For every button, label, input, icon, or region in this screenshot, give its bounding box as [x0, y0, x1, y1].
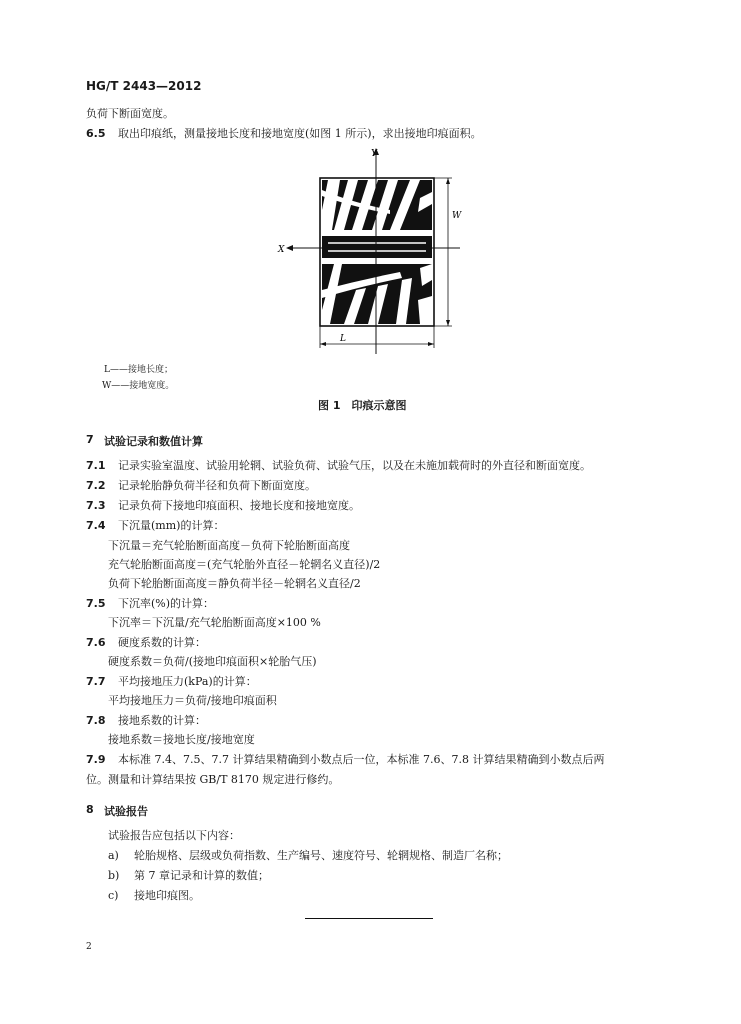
clause-7-9-text: 本标准 7.4、7.5、7.7 计算结果精确到小数点后一位，本标准 7.6、7.8 计算结果精确到小数点后两 [118, 753, 605, 766]
clause-7-9-number: 7.9 [86, 753, 106, 766]
w-label: W [452, 211, 462, 221]
legend-l: L——接地长度； [104, 365, 173, 375]
clause-7-5-text: 下沉率(%)的计算： [118, 597, 215, 610]
y-axis-label: Y [371, 149, 377, 159]
formula-7-8: 接地系数＝接地长度/接地宽度 [108, 733, 255, 746]
clause-7-5-number: 7.5 [86, 597, 106, 610]
tread-top [322, 180, 432, 230]
clause-7-6-number: 7.6 [86, 636, 106, 649]
end-rule [305, 918, 433, 919]
formula-7-6: 硬度系数＝负荷/(接地印痕面积×轮胎气压) [108, 655, 317, 668]
tread-center-rib [322, 236, 432, 258]
section-7-title: 试验记录和数值计算 [104, 435, 203, 448]
footprint-figure [270, 140, 470, 360]
clause-7-9-continued: 位。测量和计算结果按 GB/T 8170 规定进行修约。 [86, 773, 340, 786]
clause-7-4-text: 下沉量(mm)的计算： [118, 519, 225, 532]
report-item-c-text: 接地印痕图。 [134, 889, 200, 902]
clause-7-4-number: 7.4 [86, 519, 106, 532]
section-8-number: 8 [86, 803, 94, 816]
clause-7-7-number: 7.7 [86, 675, 106, 688]
report-item-b-label: b) [108, 869, 120, 882]
clause-7-3-text: 记录负荷下接地印痕面积、接地长度和接地宽度。 [118, 499, 360, 512]
clause-7-2-text: 记录轮胎静负荷半径和负荷下断面宽度。 [118, 479, 316, 492]
report-item-b-text: 第 7 章记录和计算的数值； [134, 869, 269, 882]
report-item-a-text: 轮胎规格、层级或负荷指数、生产编号、速度符号、轮辋规格、制造厂名称； [134, 849, 508, 862]
clause-7-1-text: 记录实验室温度、试验用轮辋、试验负荷、试验气压，以及在未施加载荷时的外直径和断面宽度。 [118, 459, 591, 472]
l-label: L [340, 334, 346, 344]
formula-7-4c: 负荷下轮胎断面高度＝静负荷半径－轮辋名义直径/2 [108, 577, 361, 590]
clause-7-7-text: 平均接地压力(kPa)的计算： [118, 675, 257, 688]
clause-7-1-number: 7.1 [86, 459, 106, 472]
page-number: 2 [86, 942, 92, 952]
section-7-number: 7 [86, 433, 94, 446]
section-8-title: 试验报告 [104, 805, 148, 818]
x-axis-label: X [278, 245, 285, 255]
figure-caption: 图 1 印痕示意图 [318, 399, 407, 412]
formula-7-4a: 下沉量＝充气轮胎断面高度－负荷下轮胎断面高度 [108, 539, 350, 552]
clause-6-5-text: 取出印痕纸，测量接地长度和接地宽度(如图 1 所示)，求出接地印痕面积。 [118, 127, 482, 140]
clause-7-6-text: 硬度系数的计算： [118, 636, 206, 649]
formula-7-5: 下沉率＝下沉量/充气轮胎断面高度×100 % [108, 616, 321, 629]
clause-6-5-number: 6.5 [86, 127, 106, 140]
report-intro: 试验报告应包括以下内容： [108, 829, 240, 842]
formula-7-4b: 充气轮胎断面高度＝(充气轮胎外直径－轮辋名义直径)/2 [108, 558, 381, 571]
clause-7-8-text: 接地系数的计算： [118, 714, 206, 727]
formula-7-7: 平均接地压力＝负荷/接地印痕面积 [108, 694, 277, 707]
clause-7-2-number: 7.2 [86, 479, 106, 492]
clause-7-3-number: 7.3 [86, 499, 106, 512]
report-item-a-label: a) [108, 849, 119, 862]
standard-number: HG/T 2443—2012 [86, 79, 202, 93]
clause-7-8-number: 7.8 [86, 714, 106, 727]
report-item-c-label: c) [108, 889, 119, 902]
tread-bottom [322, 264, 432, 324]
legend-w: W——接地宽度。 [102, 381, 175, 391]
continued-line: 负荷下断面宽度。 [86, 107, 174, 120]
